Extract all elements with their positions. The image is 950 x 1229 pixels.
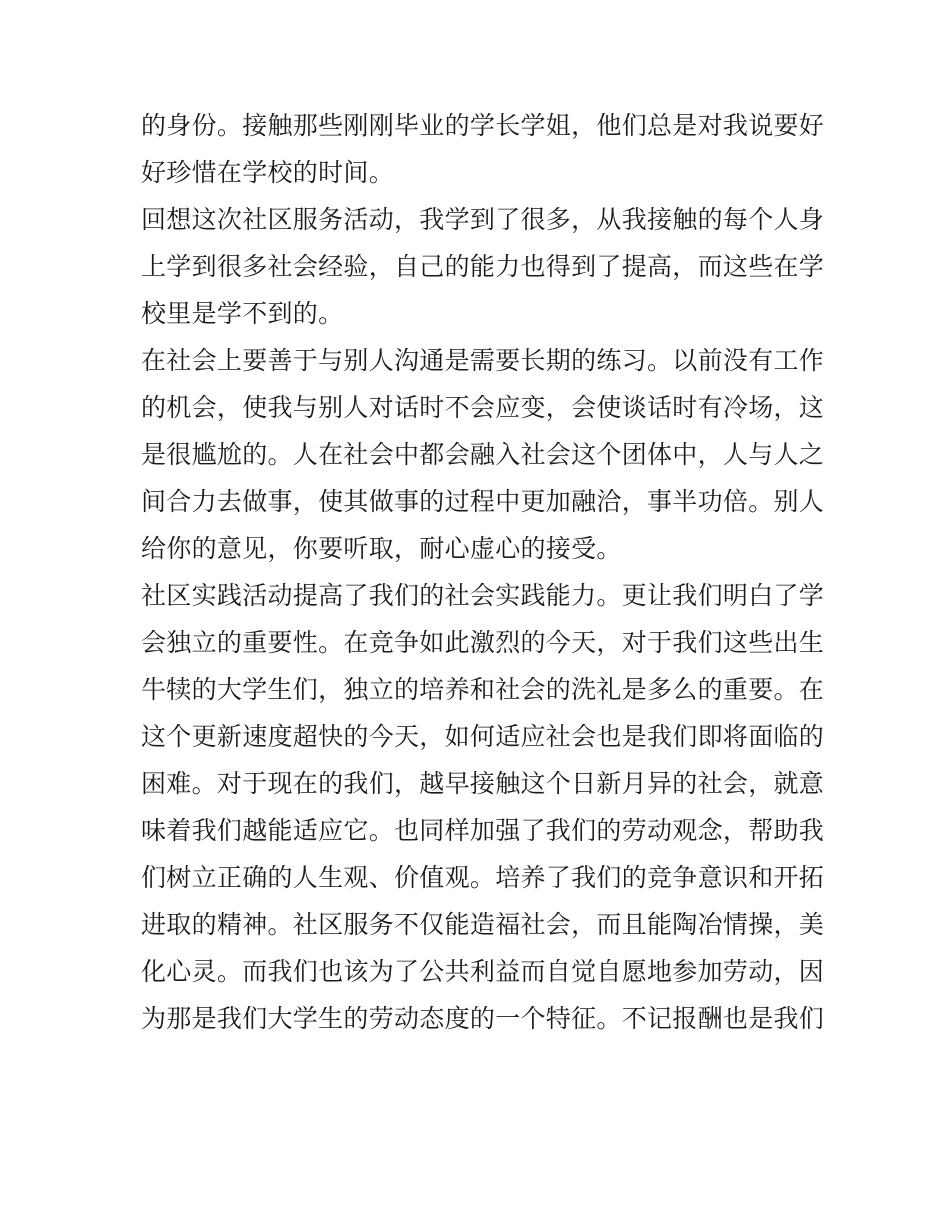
text-line: 味着我们越能适应它。也同样加强了我们的劳动观念，帮助我	[141, 816, 825, 845]
text-line: 间合力去做事，使其做事的过程中更加融洽，事半功倍。别人	[141, 487, 825, 516]
text-line: 好珍惜在学校的时间。	[141, 158, 395, 187]
text-line: 社区实践活动提高了我们的社会实践能力。更让我们明白了学	[141, 581, 825, 610]
text-line: 回想这次社区服务活动，我学到了很多，从我接触的每个人身	[141, 205, 825, 234]
document-body	[141, 102, 825, 1042]
text-line: 给你的意见，你要听取，耐心虚心的接受。	[141, 534, 622, 563]
text-line: 的机会，使我与别人对话时不会应变，会使谈话时有冷场，这	[141, 393, 825, 422]
text-line: 的身份。接触那些刚刚毕业的学长学姐，他们总是对我说要好	[141, 111, 825, 140]
text-line: 为那是我们大学生的劳动态度的一个特征。不记报酬也是我们	[141, 1004, 825, 1033]
text-line: 化心灵。而我们也该为了公共利益而自觉自愿地参加劳动，因	[141, 957, 825, 986]
text-line: 上学到很多社会经验，自己的能力也得到了提高，而这些在学	[141, 252, 825, 281]
text-line: 困难。对于现在的我们，越早接触这个日新月异的社会，就意	[141, 769, 825, 798]
text-line: 在社会上要善于与别人沟通是需要长期的练习。以前没有工作	[141, 346, 825, 375]
text-line: 是很尴尬的。人在社会中都会融入社会这个团体中，人与人之	[141, 440, 825, 469]
text-line: 牛犊的大学生们，独立的培养和社会的洗礼是多么的重要。在	[141, 675, 825, 704]
text-line: 进取的精神。社区服务不仅能造福社会，而且能陶冶情操，美	[141, 910, 825, 939]
text-line: 校里是学不到的。	[141, 299, 344, 328]
text-line: 这个更新速度超快的今天，如何适应社会也是我们即将面临的	[141, 722, 825, 751]
text-line: 会独立的重要性。在竞争如此激烈的今天，对于我们这些出生	[141, 628, 825, 657]
text-line: 们树立正确的人生观、价值观。培养了我们的竞争意识和开拓	[141, 863, 825, 892]
